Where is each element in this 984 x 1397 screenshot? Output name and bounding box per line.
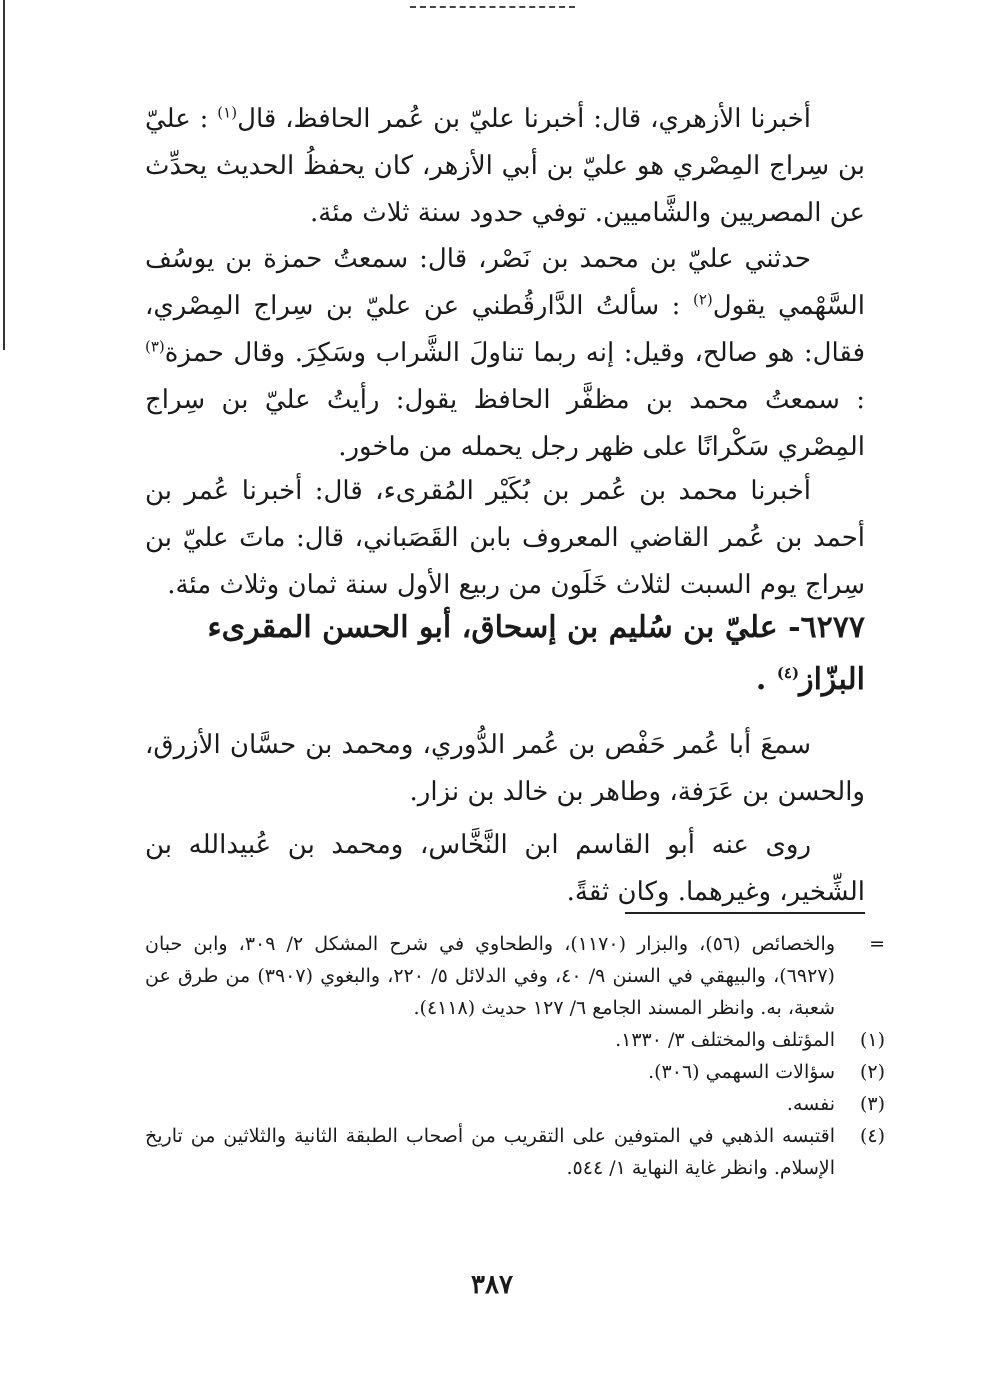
footnote-marker: (٢) [859, 1061, 885, 1083]
footnote-text: المؤتلف والمختلف ٣/ ١٣٣٠. [615, 1029, 835, 1051]
footnotes [145, 928, 885, 1184]
paragraph-2-text-c: : سمعتُ محمد بن مظفَّر الحافظ يقول: رأيتُ عليّ بن سِراج المِصْري سَكْرانًا على ظهر رجل يحمله من ماخور. [145, 385, 865, 462]
paragraph-4 [145, 722, 865, 816]
paragraph-3 [145, 468, 865, 609]
footnote-marker: (٣) [859, 1093, 885, 1115]
footnote-ref-3: (٣) [145, 337, 165, 356]
paragraph-5 [145, 822, 865, 916]
footnote-ref-4: (٤) [776, 664, 800, 682]
paragraph-3-text: أخبرنا محمد بن عُمر بن بُكَيْر المُقرىء، قال: أخبرنا عُمر بن أحمد بن عُمر القاضي المعروف بابن القَصَباني، قال: ماتَ عليّ بن سِراج يوم السبت لثلاث خَلَون من ربيع الأول سنة ثمان وثلاث مئة. [145, 476, 865, 600]
footnote-2 [145, 1056, 885, 1088]
footnote-1 [145, 1024, 885, 1056]
entry-heading-end: . [755, 662, 777, 697]
paragraph-1-text-rest: : عليّ بن سِراج المِصْري هو عليّ بن أبي الأزهر، كان يحفظُ الحديث يحدِّث عن المصريين والشَّاميين. توفي حدود سنة ثلاث مئة. [145, 104, 865, 228]
paragraph-1 [145, 96, 865, 237]
footnote-ref-2: (٢) [692, 290, 713, 309]
paragraph-5-text: روى عنه أبو القاسم ابن النَّخَّاس، ومحمد بن عُبيدالله بن الشِّخير، وغيرهما. وكان ثقةً. [145, 830, 865, 907]
footnote-text: والخصائص (٥٦)، والبزار (١١٧٠)، والطحاوي في شرح المشكل ٢/ ٣٠٩، وابن حبان (٦٩٢٧)، والبيهقي في السنن ٩/ ٤٠، وفي الدلائل ٥/ ٢٢٠، والبغوي (٣٩٠٧) من طرق عن شعبة، به. وانظر المسند الجامع ٦/ ١٢٧ حديث (٤١١٨). [145, 933, 835, 1019]
footnote-text: اقتبسه الذهبي في المتوفين على التقريب من أصحاب الطبقة الثانية والثلاثين من تاريخ الإسلام. وانظر غاية النهاية ١/ ٥٤٤. [145, 1125, 835, 1179]
footnote-text: نفسه. [786, 1093, 835, 1115]
footnote-marker: (١) [859, 1029, 885, 1051]
paragraph-1-text: أخبرنا الأزهري، قال: أخبرنا عليّ بن عُمر الحافظ، قال [237, 104, 811, 134]
scan-edge-rule [3, 0, 5, 350]
footnote-continuation [145, 928, 885, 1024]
footnote-marker: = [869, 933, 885, 955]
paragraph-2 [145, 236, 865, 471]
scan-top-mark [410, 0, 575, 8]
footnote-4 [145, 1120, 885, 1184]
footnote-separator [625, 912, 865, 914]
entry-heading-text: ٦٢٧٧- عليّ بن سُليم بن إسحاق، أبو الحسن المقرىء البزّاز [207, 610, 865, 697]
paragraph-4-text: سمعَ أبا عُمر حَفْص بن عُمر الدُّوري، ومحمد بن حسَّان الأزرق، والحسن بن عَرَفة، وطاهر بن خالد بن نزار. [145, 730, 865, 807]
paragraph-2-text-a: حدثني عليّ بن محمد بن نَصْر، قال: سمعتُ حمزة بن يوسُف السَّهْمي يقول [145, 244, 865, 321]
entry-heading [145, 602, 865, 706]
footnote-text: سؤالات السهمي (٣٠٦). [648, 1061, 835, 1083]
paragraph-2-text-b: : سألتُ الدَّارقُطني عن عليّ بن سِراج المِصْري، فقال: هو صالح، وقيل: إنه ربما تناولَ الشَّراب وسَكِرَ. وقال حمزة [145, 291, 865, 368]
page-number: ٣٨٧ [471, 1270, 513, 1300]
footnote-ref-1: (١) [217, 103, 238, 122]
footnote-3 [145, 1088, 885, 1120]
footnote-marker: (٤) [859, 1125, 885, 1147]
